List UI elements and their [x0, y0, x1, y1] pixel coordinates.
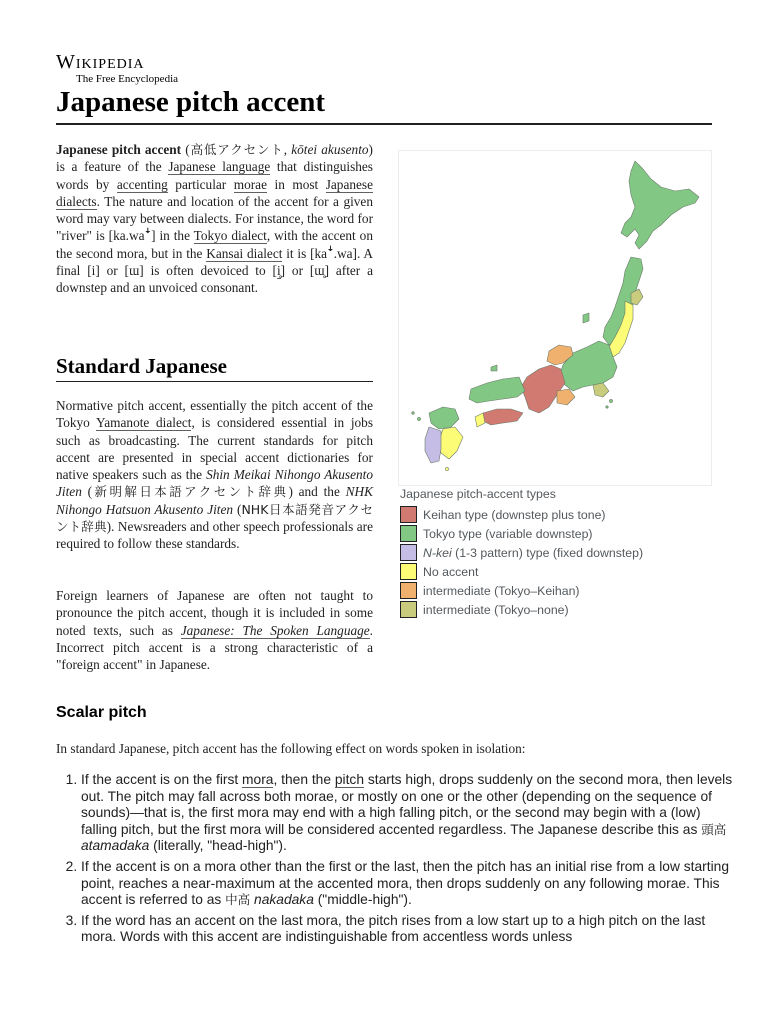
nakadaka-romaji: nakadaka: [254, 892, 314, 908]
link-japanese-language[interactable]: Japanese language: [168, 159, 271, 175]
atamadaka-romaji: atamadaka: [81, 838, 150, 854]
legend-label: Tokyo type (variable downstep): [423, 526, 593, 541]
legend-swatch: [400, 563, 417, 580]
wikipedia-wordmark[interactable]: [56, 52, 206, 86]
region-sado: [583, 313, 589, 323]
region-island: [412, 412, 415, 415]
wordmark-title: Wikipedia: [56, 51, 145, 73]
legend-item: [400, 581, 710, 600]
link-mora[interactable]: mora: [242, 772, 274, 787]
text: (: [81, 484, 93, 500]
section-heading-standard-japanese: Standard Japanese: [56, 352, 373, 382]
text: starts high, drops suddenly on the second mora, then levels out. The pitch may fall across both morae, or mostly on one or the other (depending on the sequence of sounds)—that is, the first mora may end with a high falling pitch, or the second may begin with a (low) falling pitch, but the first mora will be considered accented regardless. The Japanese describe this as: [81, 772, 733, 837]
link-spoken-language-book[interactable]: Japanese: The Spoken Language: [180, 622, 370, 638]
region-tokai: [557, 389, 575, 405]
lead-paragraph: [56, 141, 373, 297]
legend-label: intermediate (Tokyo–none): [423, 602, 569, 617]
section-heading-scalar-pitch: Scalar pitch: [56, 704, 147, 721]
legend-label: intermediate (Tokyo–Keihan): [423, 583, 580, 598]
text: that distinguishes words by: [56, 159, 373, 192]
accent-rules-list: [56, 772, 737, 950]
link-kansai-dialect[interactable]: Kansai dialect: [206, 245, 283, 261]
link-japanese-dialects[interactable]: Japanese dialects: [56, 176, 373, 209]
japan-map-graphic: [399, 151, 711, 485]
lead-bold-term: Japanese pitch accent: [56, 142, 182, 157]
legend-label-em: N-kei: [423, 545, 452, 560]
region-island: [609, 399, 612, 402]
link-yamanote-dialect[interactable]: Yamanote dialect: [96, 415, 192, 431]
region-oki: [491, 365, 497, 371]
text: . The nature and location of the accent for a given word may vary between dialects. For instance, the word for "river" is [ka.waꜜ] in the: [56, 193, 373, 244]
region-kyushu-central: [439, 427, 463, 459]
pitch-accent-map[interactable]: [398, 150, 712, 486]
text: ) and the: [288, 484, 346, 500]
region-kyushu-nkei: [425, 427, 441, 463]
text: it is [kaꜜ.wa]. A final [i] or [ɯ] is often devoiced to [: [56, 245, 373, 279]
legend-swatch: [400, 582, 417, 599]
region-kyushu-north: [429, 407, 459, 429]
page-title: Japanese pitch accent: [56, 82, 712, 125]
text: , is considered essential in jobs such as broadcasting. The current standards for pitch accent are presented in special accent dictionaries for native speakers such as the: [56, 415, 373, 483]
nakadaka-kanji: 中高: [225, 892, 251, 908]
list-item: [81, 913, 737, 946]
list-item: [81, 772, 737, 855]
region-shikoku: [483, 409, 523, 425]
legend-item: [400, 562, 710, 581]
link-morae[interactable]: morae: [233, 176, 267, 192]
dictionary-2-japanese: NHK日本語発音アクセント辞典: [56, 501, 373, 535]
region-chugoku: [469, 377, 525, 403]
text: Normative pitch accent, essentially the pitch accent of the Tokyo: [56, 398, 373, 431]
link-tokyo-dialect[interactable]: Tokyo dialect: [193, 228, 267, 244]
legend-label: [423, 546, 643, 560]
legend-item: [400, 505, 710, 524]
text: ,: [283, 142, 292, 157]
text: If the word has an accent on the last mora, the pitch rises from a low start up to a high pitch on the last mora. Words with this accent are indistinguishable from accentless words unless: [81, 912, 706, 945]
list-item: [81, 859, 737, 909]
legend-item: [400, 524, 710, 543]
dictionary-1-japanese: 新明解日本語アクセント辞典: [92, 484, 289, 500]
legend-label: No accent: [423, 564, 479, 579]
text: ] or [ɯ̥] after a downstep and an unvoiced consonant.: [56, 263, 373, 296]
text: . Incorrect pitch accent is a strong characteristic of a "foreign accent" in Japanese.: [56, 622, 373, 673]
region-island: [417, 417, 420, 420]
lead-kanji: 高低アクセント: [189, 142, 284, 157]
legend-swatch: [400, 525, 417, 542]
region-shikoku-west: [475, 413, 485, 427]
text: If the accent is on a mora other than the first or the last, then the pitch has an initial rise from a low starting point, reaches a near-maximum at the accented mora, then drops suddenly on any following morae. This accent is referred to as: [81, 858, 730, 908]
legend-swatch: [400, 506, 417, 523]
region-kanto-intermediate: [593, 383, 609, 397]
text: (1-3 pattern) type (fixed downstep): [451, 545, 644, 560]
dictionary-1-title: Shin Meikai Nihongo Akusento Jiten: [56, 467, 373, 500]
text: (: [181, 142, 190, 157]
legend-label: Keihan type (downstep plus tone): [423, 507, 606, 522]
dictionary-2-title: NHK Nihongo Hatsuon Akusento Jiten: [56, 484, 373, 517]
text: Foreign learners of Japanese are often not taught to pronounce the pitch accent, though it is included in some noted texts, such as: [56, 588, 373, 638]
normative-paragraph: [56, 397, 373, 553]
text: (: [233, 501, 242, 517]
region-island: [445, 467, 448, 470]
legend-item: [400, 543, 710, 562]
text: If the accent is on the first: [81, 772, 243, 787]
map-legend: [400, 486, 710, 619]
link-devoiced-i[interactable]: i̥: [276, 263, 281, 279]
lead-romaji: kōtei akusento: [291, 142, 369, 157]
atamadaka-kanji: 頭高: [701, 821, 727, 837]
region-hokkaido: [621, 161, 699, 249]
legend-title: Japanese pitch-accent types: [400, 487, 556, 501]
text: (literally, "head-high").: [149, 838, 287, 854]
link-accenting[interactable]: accenting: [116, 176, 168, 192]
text: ("middle-high").: [313, 892, 412, 908]
foreign-learners-paragraph: [56, 587, 373, 673]
standard-intro-paragraph: In standard Japanese, pitch accent has the following effect on words spoken in isolation:: [56, 741, 526, 756]
legend-swatch: [400, 544, 417, 561]
text: in most: [266, 176, 326, 192]
region-kansai: [521, 365, 565, 413]
link-pitch[interactable]: pitch: [334, 772, 365, 787]
legend-item: [400, 600, 710, 619]
text: ) is a feature of the: [56, 142, 373, 175]
region-island: [606, 406, 608, 408]
text: , then the: [273, 772, 335, 787]
text: ). Newsreaders and other speech professionals are required to follow these standards.: [56, 519, 373, 552]
legend-swatch: [400, 601, 417, 618]
wordmark-tagline: The Free Encyclopedia: [76, 73, 179, 85]
text: , with the accent on the second mora, but in the: [56, 228, 373, 261]
text: particular: [167, 176, 234, 192]
